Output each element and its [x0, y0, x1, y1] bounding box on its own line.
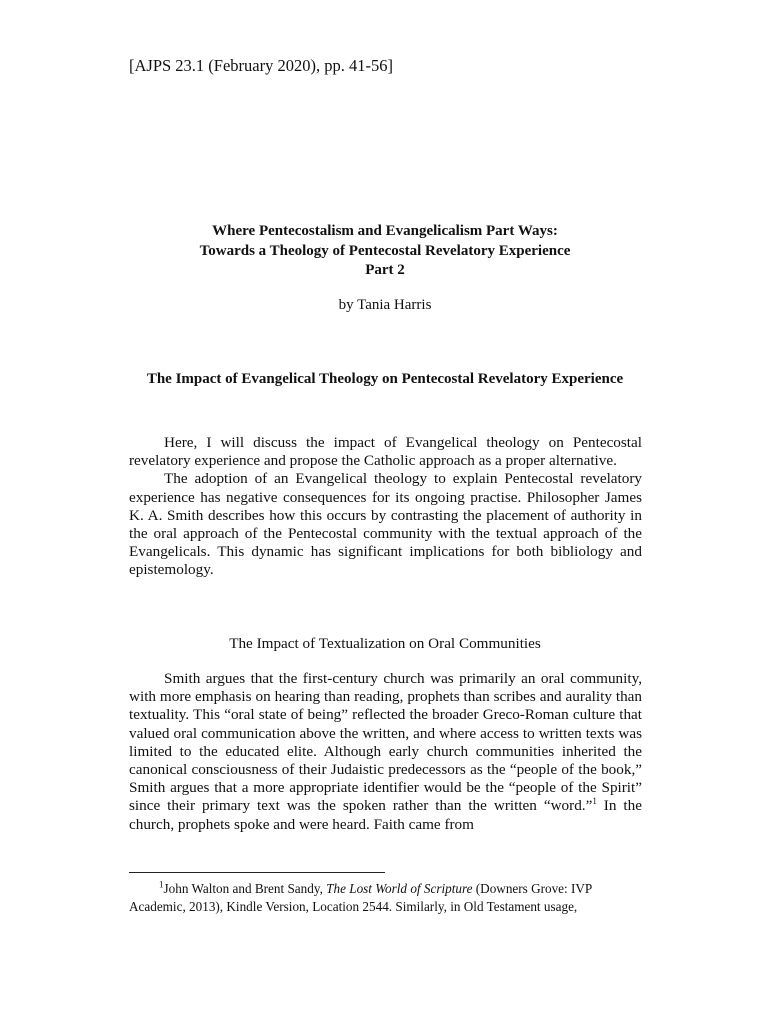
- intro-paragraph-2: The adoption of an Evangelical theology to explain Pentecostal revelatory experience has negative consequences for its ongoing practise. Philosopher James K. A. Smith describes how this occurs by contrasting the placement of authority in the oral approach of the Pentecostal community with the textual approach of the Evangelicals. This dynamic has significant implications for both bibliology and epistemology.: [129, 470, 642, 579]
- journal-reference: [AJPS 23.1 (February 2020), pp. 41-56]: [129, 56, 393, 75]
- smith-paragraph: [129, 670, 642, 834]
- title-line-3: Part 2: [365, 262, 405, 278]
- section-heading: The Impact of Evangelical Theology on Pentecostal Revelatory Experience: [146, 371, 624, 387]
- footnote-text-start: John Walton and Brent Sandy,: [163, 881, 327, 896]
- subsection-heading: The Impact of Textualization on Oral Communities: [229, 635, 541, 652]
- footnote-book-title: The Lost World of Scripture: [326, 881, 473, 896]
- footnote: [129, 880, 642, 915]
- title-line-2: Towards a Theology of Pentecostal Revelatory Experience: [199, 242, 571, 259]
- smith-paragraph-continuation: In the church, prophets spoke and were heard. Faith came from: [129, 797, 642, 833]
- footnote-number: 1: [159, 879, 164, 890]
- article-title: [129, 222, 641, 281]
- footnote-separator: [129, 872, 385, 873]
- intro-body: [129, 434, 642, 580]
- footnote-reference-mark[interactable]: 1: [592, 796, 597, 807]
- footnote-text-end: (Downers Grove: IVP Academic, 2013), Kindle Version, Location 2544. Similarly, in Old Testament usage,: [129, 881, 592, 914]
- title-line-1: Where Pentecostalism and Evangelicalism Part Ways:: [212, 223, 558, 239]
- smith-body: [129, 670, 642, 834]
- intro-paragraph-1: Here, I will discuss the impact of Evangelical theology on Pentecostal revelatory experience and propose the Catholic approach as a proper alternative.: [129, 434, 642, 470]
- author-byline: by Tania Harris: [338, 297, 432, 313]
- smith-paragraph-text: Smith argues that the first-century church was primarily an oral community, with more emphasis on hearing than reading, prophets than scribes and aurality than textuality. This “oral state of being” reflected the broader Greco-Roman culture that valued oral communication above the written, and where access to written texts was limited to the educated elite. Although early church communities inherited the canonical consciousness of their Judaistic predecessors as the “people of the book,” Smith argues that a more appropriate identifier would be the “people of the Spirit” since their primary text was the spoken rather than the written “word.”: [129, 670, 642, 815]
